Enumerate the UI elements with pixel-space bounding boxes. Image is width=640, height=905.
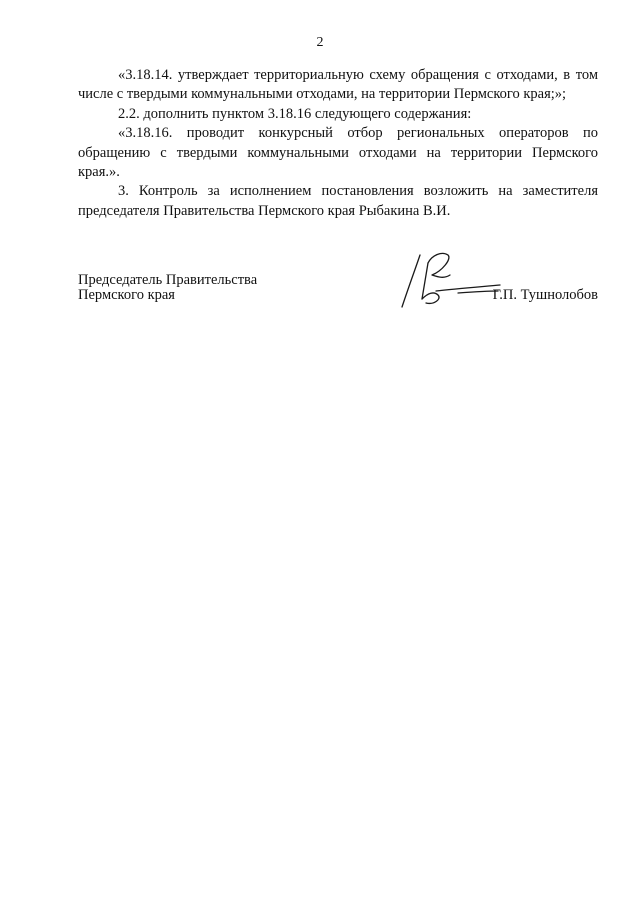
page-number: 2 [316,35,324,50]
signer-position [78,273,257,303]
paragraph-3-18-16: «3.18.16. проводит конкурсный отбор региональных операторов по обращению с твердыми коммунальными отходами на территории Пермского края.». [78,125,598,181]
signer-name: Г.П. Тушнолобов [492,287,598,303]
paragraph-3-18-14: «3.18.14. утверждает территориальную схему обращения с отходами, в том числе с твердыми коммунальными отходами, на территории Пермского края;»; [78,67,598,103]
paragraph-2-2: 2.2. дополнить пунктом 3.18.16 следующего содержания: [118,105,472,122]
signature-block [78,273,598,333]
handwritten-signature [398,249,502,311]
signer-position-line-1: Председатель Правительства [78,272,258,288]
paragraph-3-control: 3. Контроль за исполнением постановления возложить на заместителя председателя Правительства Пермского края Рыбакина В.И. [78,183,598,219]
signer-position-line-2: Пермского края [78,287,175,303]
document-body [78,66,598,221]
